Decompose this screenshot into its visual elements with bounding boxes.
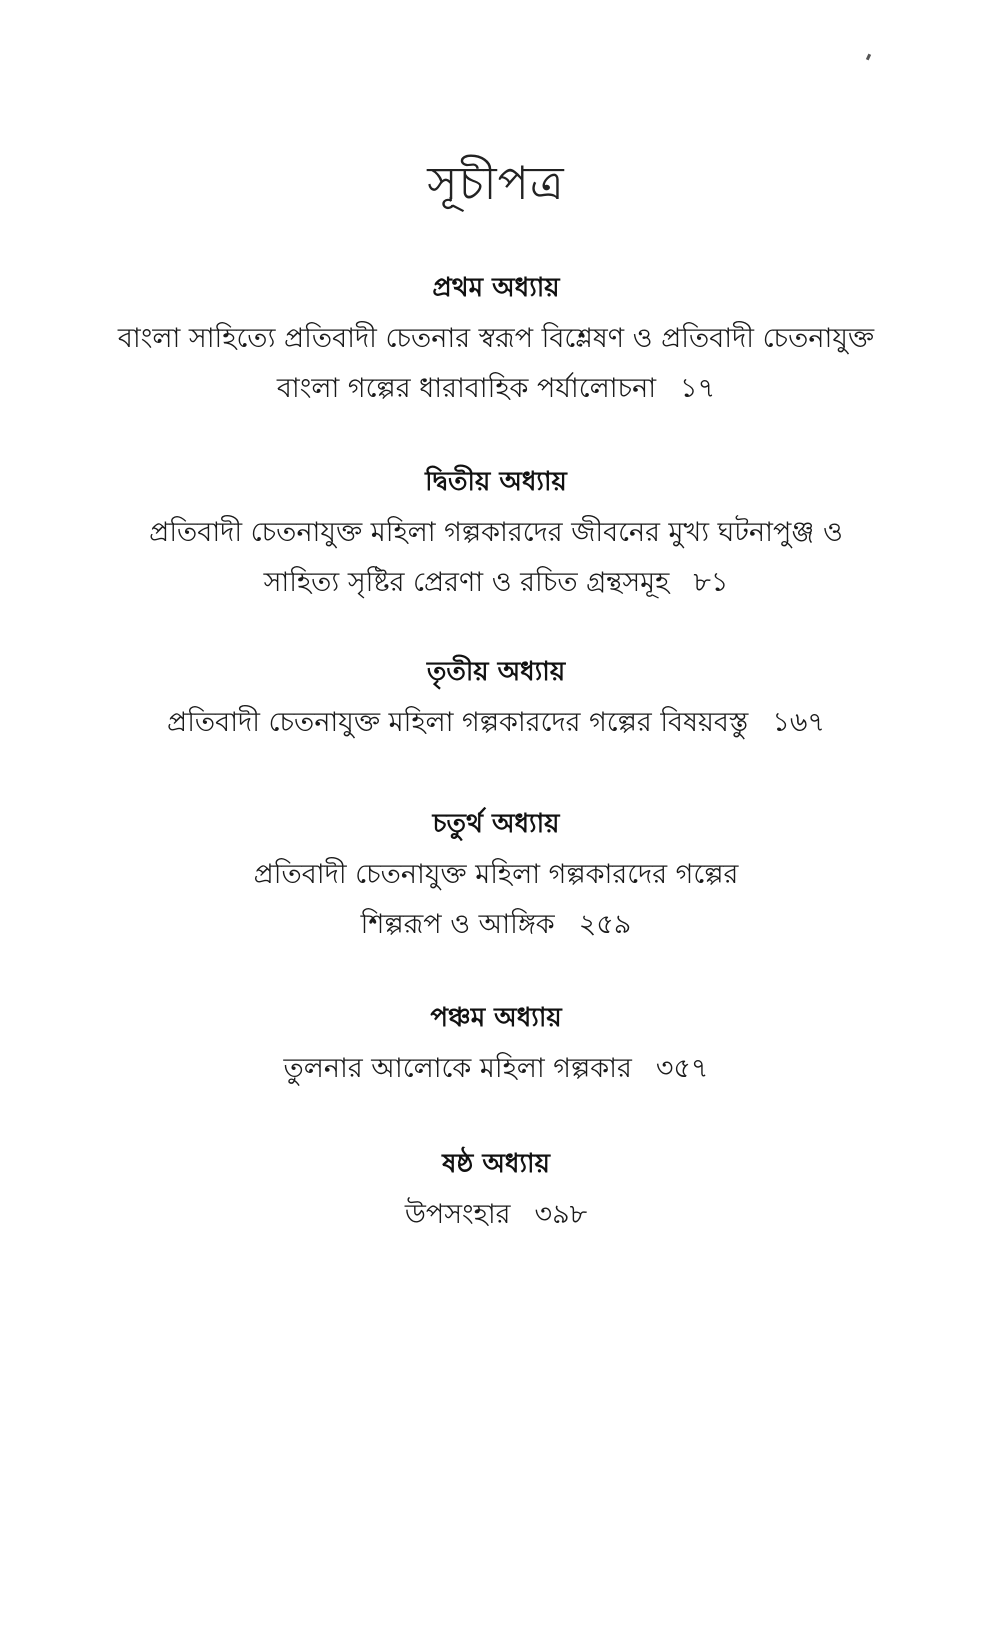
chapter-title-line (0, 508, 992, 558)
chapter-title-text: প্রতিবাদী চেতনাযুক্ত মহিলা গল্পকারদের গল্পের বিষয়বস্তু (167, 707, 749, 738)
chapter-heading: ষষ্ঠ অধ্যায় (442, 1149, 550, 1179)
chapter-title-text: তুলনার আলোকে মহিলা গল্পকার (283, 1053, 632, 1084)
chapter-heading: চতুর্থ অধ্যায় (432, 809, 560, 839)
chapter-heading: তৃতীয় অধ্যায় (426, 657, 566, 687)
chapter-title-text: সাহিত্য সৃষ্টির প্রেরণা ও রচিত গ্রন্থসমূহ (263, 567, 670, 598)
chapter-2 (0, 466, 992, 608)
chapter-title-line (0, 1044, 992, 1094)
page-number: ২৫৯ (578, 909, 632, 940)
chapter-title-text: প্রতিবাদী চেতনাযুক্ত মহিলা গল্পকারদের জীবনের মুখ্য ঘটনাপুঞ্জ ও (149, 517, 843, 548)
print-speck (866, 54, 871, 61)
chapter-5 (0, 1002, 992, 1094)
chapter-title-line (0, 364, 992, 414)
chapter-title-line (0, 314, 992, 364)
page-number: ৩৯৮ (534, 1199, 588, 1230)
chapter-title-text: প্রতিবাদী চেতনাযুক্ত মহিলা গল্পকারদের গল্পের (253, 859, 739, 890)
chapter-6 (0, 1148, 992, 1240)
chapter-heading: প্রথম অধ্যায় (432, 273, 560, 303)
page-title: সূচীপত্র (427, 155, 565, 210)
page-number: ১৬৭ (772, 707, 825, 738)
chapter-title-text: শিল্পরূপ ও আঙ্গিক (360, 909, 555, 940)
chapter-title-line (0, 698, 992, 748)
chapter-title-line (0, 900, 992, 950)
chapter-title-text: উপসংহার (404, 1199, 511, 1230)
chapter-3 (0, 656, 992, 748)
chapter-1 (0, 272, 992, 414)
chapter-heading: দ্বিতীয় অধ্যায় (425, 467, 567, 497)
chapter-title-text: বাংলা গল্পের ধারাবাহিক পর্যালোচনা (276, 373, 657, 404)
page-number: ১৭ (680, 373, 716, 404)
chapter-title-line (0, 1190, 992, 1240)
chapter-title-text: বাংলা সাহিত্যে প্রতিবাদী চেতনার স্বরূপ বিশ্লেষণ ও প্রতিবাদী চেতনাযুক্ত (117, 323, 875, 354)
chapter-4 (0, 808, 992, 950)
chapter-title-line (0, 558, 992, 608)
page-number: ৩৫৭ (655, 1053, 709, 1084)
chapter-title-line (0, 850, 992, 900)
chapter-heading: পঞ্চম অধ্যায় (430, 1003, 562, 1033)
page-number: ৮১ (693, 567, 729, 598)
